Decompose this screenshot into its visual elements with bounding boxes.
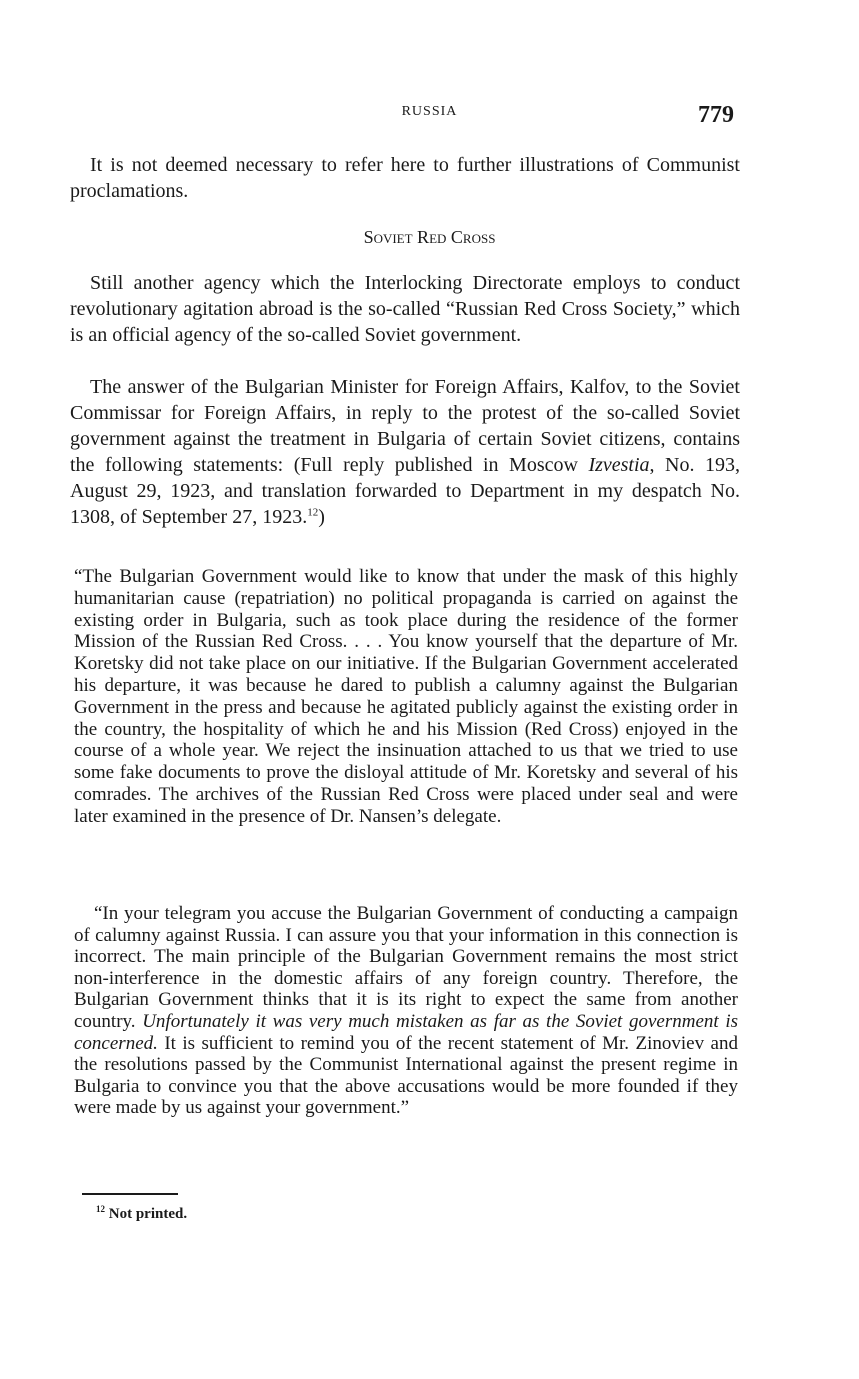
footnote-rule <box>82 1193 178 1195</box>
intro-paragraph: It is not deemed necessary to refer here to further illustrations of Communist proclamations. <box>70 154 740 202</box>
quote-text: It is sufficient to remind you of the recent statement of Mr. Zinoviev and the resolutions passed by the Communist International against the present regime in Bulgaria to convince you that the above accusations would be more founded if they were made by us against your government.” <box>74 1032 738 1119</box>
quote-text: “In your telegram you accuse the Bulgarian Government of conducting a campaign of calumny against Russia. I can assure you that your information in this connection is incorrect. The main principle of the Bulgarian Government remains the most strict non-interference in the domestic affairs of any foreign country. Therefore, the Bulgarian Government thinks that it is its right to expect the same from another country. <box>74 903 738 1032</box>
newspaper-title: Izvestia <box>588 454 650 476</box>
paragraph-text: ) <box>318 506 325 528</box>
footnote <box>96 1206 187 1223</box>
paragraph-text: The answer of the Bulgarian Minister for Foreign Affairs, Kalfov, to the Soviet Commissar for Foreign Affairs, in reply to the protest of the so-called Soviet government against the treatment in Bulgaria of certain Soviet citizens, contains the following statements: (Full reply published in Moscow <box>70 376 740 476</box>
footnote-reference: 12 <box>307 506 319 519</box>
block-quote-2 <box>74 903 738 1119</box>
paragraph-text: , No. 193, August 29, 1923, and translation forwarded to Department in my despatch No. 1308, of September 27, 1923. <box>70 454 740 528</box>
running-head: RUSSIA <box>401 104 458 119</box>
footnote-text: Not printed. <box>108 1206 188 1222</box>
section-heading: Soviet Red Cross <box>363 227 496 247</box>
page-number: 779 <box>698 102 734 128</box>
block-quote-1: “The Bulgarian Government would like to know that under the mask of this highly humanitarian cause (repatriation) no political propaganda is carried on against the existing order in Bulgaria, such as took place during the residence of the former Mission of the Russian Red Cross. . . . You know yourself that the departure of Mr. Koretsky did not take place on our initiative. If the Bulgarian Government accelerated his departure, it was because he dared to publish a calumny against the Bulgarian Government in the press and because he agitated publicly against the existing order in the country, the hospitality of which he and his Mission (Red Cross) enjoyed in the course of a whole year. We reject the insinuation attached to us that we tried to use some fake documents to prove the disloyal attitude of Mr. Koretsky and several of his comrades. The archives of the Russian Red Cross were placed under seal and were later examined in the presence of Dr. Nansen’s delegate. <box>74 566 738 827</box>
quote-emphasis: Unfortunately it was very much mistaken as far as the Soviet government is concerned. <box>74 1010 738 1054</box>
footnote-marker: 12 <box>96 1204 105 1214</box>
body-paragraph-red-cross: Still another agency which the Interlocking Directorate employs to conduct revolutionary agitation abroad is the so-called “Russian Red Cross Society,” which is an official agency of the so-called Soviet government. <box>70 272 740 346</box>
body-paragraph-bulgarian-answer <box>70 374 740 530</box>
